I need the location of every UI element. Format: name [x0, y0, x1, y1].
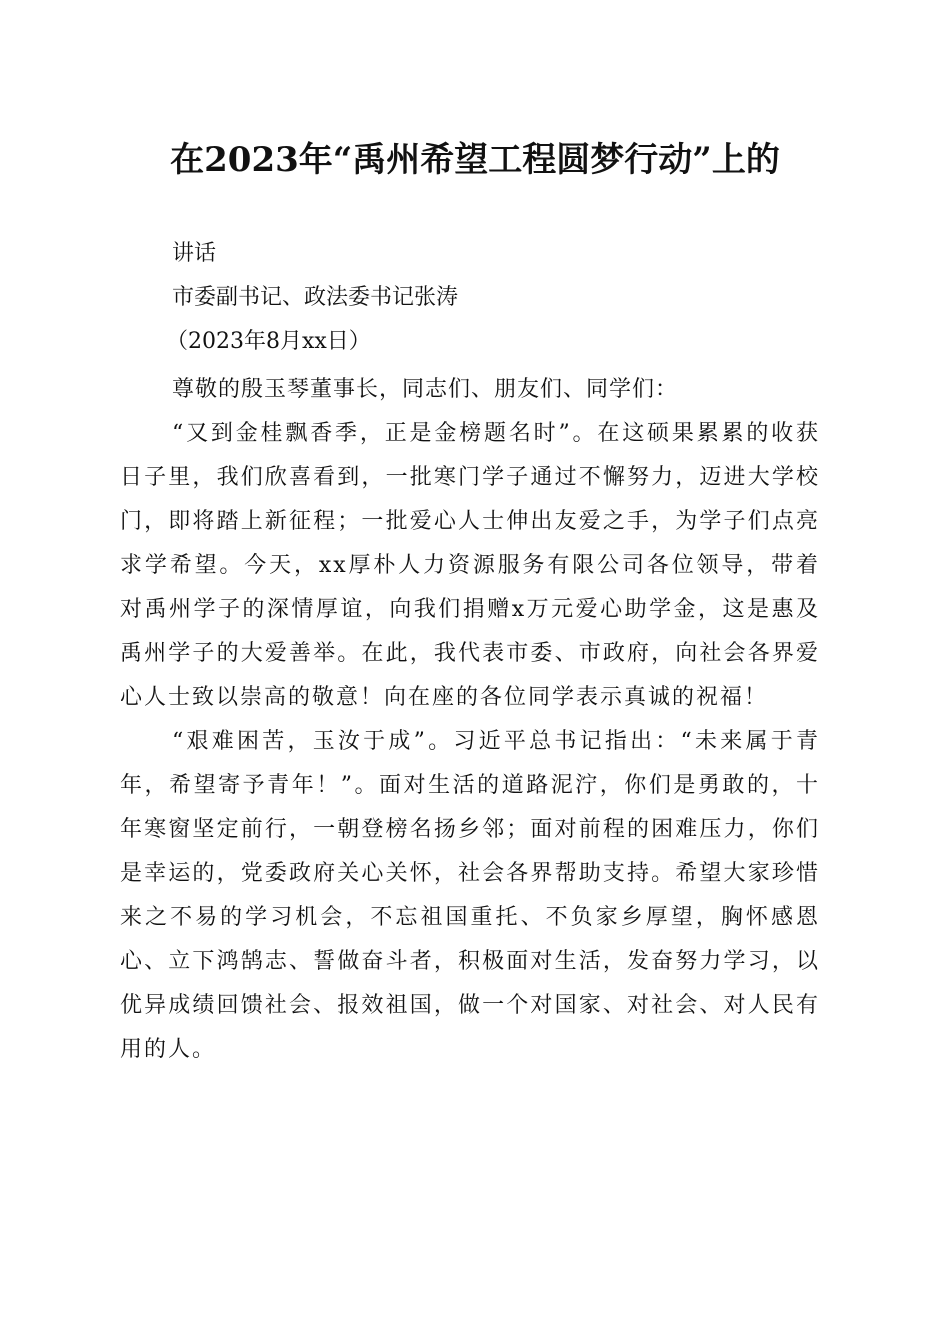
- speaker-line: 市委副书记、政法委书记张涛: [172, 285, 459, 310]
- body-paragraph-1: “又到金桂飘香季，正是金榜题名时”。在这硕果累累的收获日子里，我们欣喜看到，一批寒门学子通过不懈努力，迈进大学校门，即将踏上新征程；一批爱心人士伸出友爱之手，为学子们点亮求学希望。今天，xx厚朴人力资源服务有限公司各位领导，带着对禹州学子的深情厚谊，向我们捐赠x万元爱心助学金，这是惠及禹州学子的大爱善举。在此，我代表市委、市政府，向社会各界爱心人士致以崇高的敬意！向在座的各位同学表示真诚的祝福！: [120, 421, 820, 710]
- document-body: [120, 368, 820, 1072]
- greeting-paragraph: 尊敬的殷玉琴董事长，同志们、朋友们、同学们：: [172, 377, 679, 402]
- document-title: 在2023年“禹州希望工程圆梦行动”上的: [170, 140, 780, 180]
- document-subtitle: 讲话: [172, 241, 217, 266]
- body-paragraph-2: “艰难困苦，玉汝于成”。习近平总书记指出：“未来属于青年，希望寄予青年！”。面对生活的道路泥泞，你们是勇敢的，十年寒窗坚定前行，一朝登榜名扬乡邻；面对前程的困难压力，你们是幸运的，党委政府关心关怀，社会各界帮助支持。希望大家珍惜来之不易的学习机会，不忘祖国重托、不负家乡厚望，胸怀感恩心、立下鸿鹄志、誓做奋斗者，积极面对生活，发奋努力学习，以优异成绩回馈社会、报效祖国，做一个对国家、对社会、对人民有用的人。: [120, 729, 820, 1062]
- date-line: （2023年8月xx日）: [166, 329, 371, 354]
